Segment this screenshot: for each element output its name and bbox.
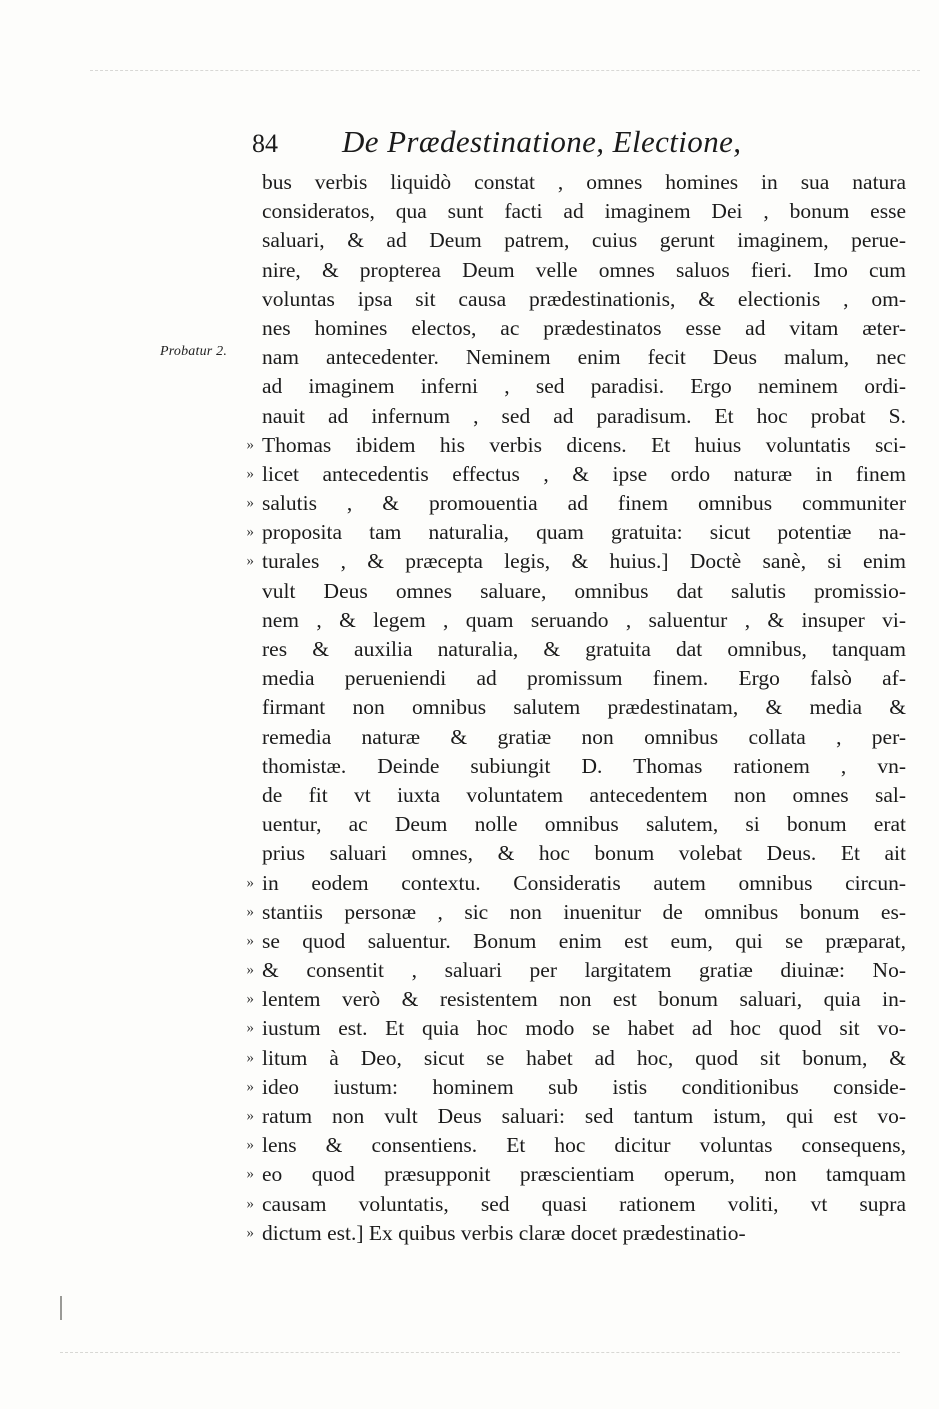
text-line <box>262 372 906 401</box>
line-text: iustum est. Et quia hoc modo se habet ad hoc quod sit vo- <box>262 1016 906 1041</box>
text-line <box>246 431 906 460</box>
text-line <box>262 606 906 635</box>
line-text: firmant non omnibus salutem prædestinatam, & media & <box>262 695 906 720</box>
quotation-marker: » <box>246 874 254 891</box>
line-text: dictum est.] Ex quibus verbis claræ docet prædestinatio- <box>262 1220 746 1245</box>
line-text: lentem verò & resistentem non est bonum saluari, quia in- <box>262 987 906 1012</box>
line-text: remedia naturæ & gratiæ non omnibus collata , per- <box>262 724 906 749</box>
line-text: & consentit , saluari per largitatem gratiæ diuinæ: No- <box>262 958 906 983</box>
line-text: eo quod præsupponit præscientiam operum, non tamquam <box>262 1162 906 1187</box>
quotation-marker: » <box>246 991 254 1008</box>
line-text: ratum non vult Deus saluari: sed tantum istum, qui est vo- <box>262 1104 906 1128</box>
text-line <box>246 1131 906 1160</box>
text-line <box>246 956 906 985</box>
line-text: Thomas ibidem his verbis dicens. Et huius voluntatis sci- <box>262 432 906 457</box>
scan-edge-top <box>90 70 920 107</box>
line-text: voluntas ipsa sit causa prædestinationis, & electionis , om- <box>262 286 906 311</box>
text-line <box>262 839 906 868</box>
text-line <box>262 781 906 810</box>
line-text: nauit ad infernum , sed ad paradisum. Et hoc probat S. <box>262 403 906 428</box>
text-line <box>246 1160 906 1189</box>
quotation-marker: » <box>246 1224 254 1241</box>
quotation-marker: » <box>246 1137 254 1154</box>
quotation-marker: » <box>246 1108 254 1124</box>
quotation-marker: » <box>246 932 254 949</box>
line-text: se quod saluentur. Bonum enim est eum, qui se præparat, <box>262 928 906 953</box>
text-line <box>262 285 906 314</box>
text-line <box>262 664 906 693</box>
text-line <box>246 898 906 927</box>
quotation-marker: » <box>246 553 254 570</box>
text-line <box>246 1102 906 1131</box>
line-text: prius saluari omnes, & hoc bonum volebat Deus. Et ait <box>262 841 906 866</box>
text-line <box>262 256 906 285</box>
line-text: licet antecedentis effectus , & ipse ordo naturæ in finem <box>262 461 906 486</box>
text-line <box>262 810 906 839</box>
line-text: turales , & præcepta legis, & huius.] Doctè sanè, si enim <box>262 549 906 574</box>
line-text: bus verbis liquidò constat , omnes homines in sua natura <box>262 170 906 194</box>
line-text: stantiis personæ , sic non inuenitur de omnibus bonum es- <box>262 899 906 924</box>
text-line <box>246 460 906 489</box>
line-text: litum à Deo, sicut se habet ad hoc, quod sit bonum, & <box>262 1045 906 1070</box>
text-line <box>262 343 906 372</box>
quotation-marker: » <box>246 903 254 920</box>
margin-note: Probatur 2. <box>160 344 228 359</box>
quotation-marker: » <box>246 1195 254 1212</box>
text-line <box>246 1219 906 1248</box>
quotation-marker: » <box>246 962 254 979</box>
text-line <box>262 314 906 343</box>
text-line <box>262 197 906 226</box>
line-text: consideratos, qua sunt facti ad imaginem Dei , bonum esse <box>262 199 906 224</box>
quotation-marker: » <box>246 465 254 482</box>
quotation-marker: » <box>246 1020 254 1037</box>
line-text: causam voluntatis, sed quasi rationem voliti, vt supra <box>262 1191 906 1216</box>
text-line <box>246 1073 906 1102</box>
line-text: nem , & legem , quam seruando , saluentur , & insuper vi- <box>262 607 906 632</box>
line-text: res & auxilia naturalia, & gratuita dat omnibus, tanquam <box>262 637 906 661</box>
text-line <box>246 489 906 518</box>
text-line <box>246 869 906 898</box>
text-line <box>262 723 906 752</box>
text-line <box>262 402 906 431</box>
line-text: nire, & propterea Deum velle omnes saluos fieri. Imo cum <box>262 257 906 282</box>
text-line <box>246 927 906 956</box>
quotation-marker: » <box>246 1049 254 1066</box>
quotation-marker: » <box>246 436 254 453</box>
line-text: in eodem contextu. Consideratis autem omnibus circun- <box>262 870 906 895</box>
text-line <box>246 518 906 547</box>
scan-edge-bottom <box>60 1352 900 1354</box>
page-header <box>252 124 812 168</box>
running-title: De Prædestinatione, Electione, <box>342 124 742 159</box>
text-line <box>262 577 906 606</box>
text-line <box>262 635 906 664</box>
page-number: 84 <box>252 129 278 158</box>
scan-mark <box>60 1296 62 1320</box>
quotation-marker: » <box>246 495 254 512</box>
main-text-block <box>246 168 906 1248</box>
text-line <box>246 547 906 576</box>
line-text: nam antecedenter. Neminem enim fecit Deus malum, nec <box>262 345 906 370</box>
line-text: media perueniendi ad promissum finem. Ergo falsò af- <box>262 666 906 691</box>
line-text: uentur, ac Deum nolle omnibus salutem, si bonum erat <box>262 812 906 837</box>
line-text: saluari, & ad Deum patrem, cuius gerunt imaginem, perue- <box>262 228 906 253</box>
line-text: vult Deus omnes saluare, omnibus dat salutis promissio- <box>262 578 906 603</box>
line-text: thomistæ. Deinde subiungit D. Thomas rationem , vn- <box>262 753 906 778</box>
text-line <box>262 693 906 722</box>
text-line <box>262 168 906 197</box>
quotation-marker: » <box>246 1166 254 1183</box>
line-text: salutis , & promouentia ad finem omnibus communiter <box>262 491 906 516</box>
line-text: proposita tam naturalia, quam gratuita: sicut potentiæ na- <box>262 520 906 545</box>
text-line <box>246 1190 906 1219</box>
line-text: ad imaginem inferni , sed paradisi. Ergo neminem ordi- <box>262 374 906 399</box>
text-line <box>246 985 906 1014</box>
text-line <box>246 1044 906 1073</box>
text-line <box>262 752 906 781</box>
line-text: ideo iustum: hominem sub istis conditionibus conside- <box>262 1074 906 1099</box>
text-line <box>246 1014 906 1043</box>
quotation-marker: » <box>246 1078 254 1095</box>
line-text: lens & consentiens. Et hoc dicitur voluntas consequens, <box>262 1133 906 1158</box>
quotation-marker: » <box>246 524 254 541</box>
line-text: de fit vt iuxta voluntatem antecedentem non omnes sal- <box>262 782 906 807</box>
line-text: nes homines electos, ac prædestinatos esse ad vitam æter- <box>262 315 906 340</box>
text-line <box>262 226 906 255</box>
